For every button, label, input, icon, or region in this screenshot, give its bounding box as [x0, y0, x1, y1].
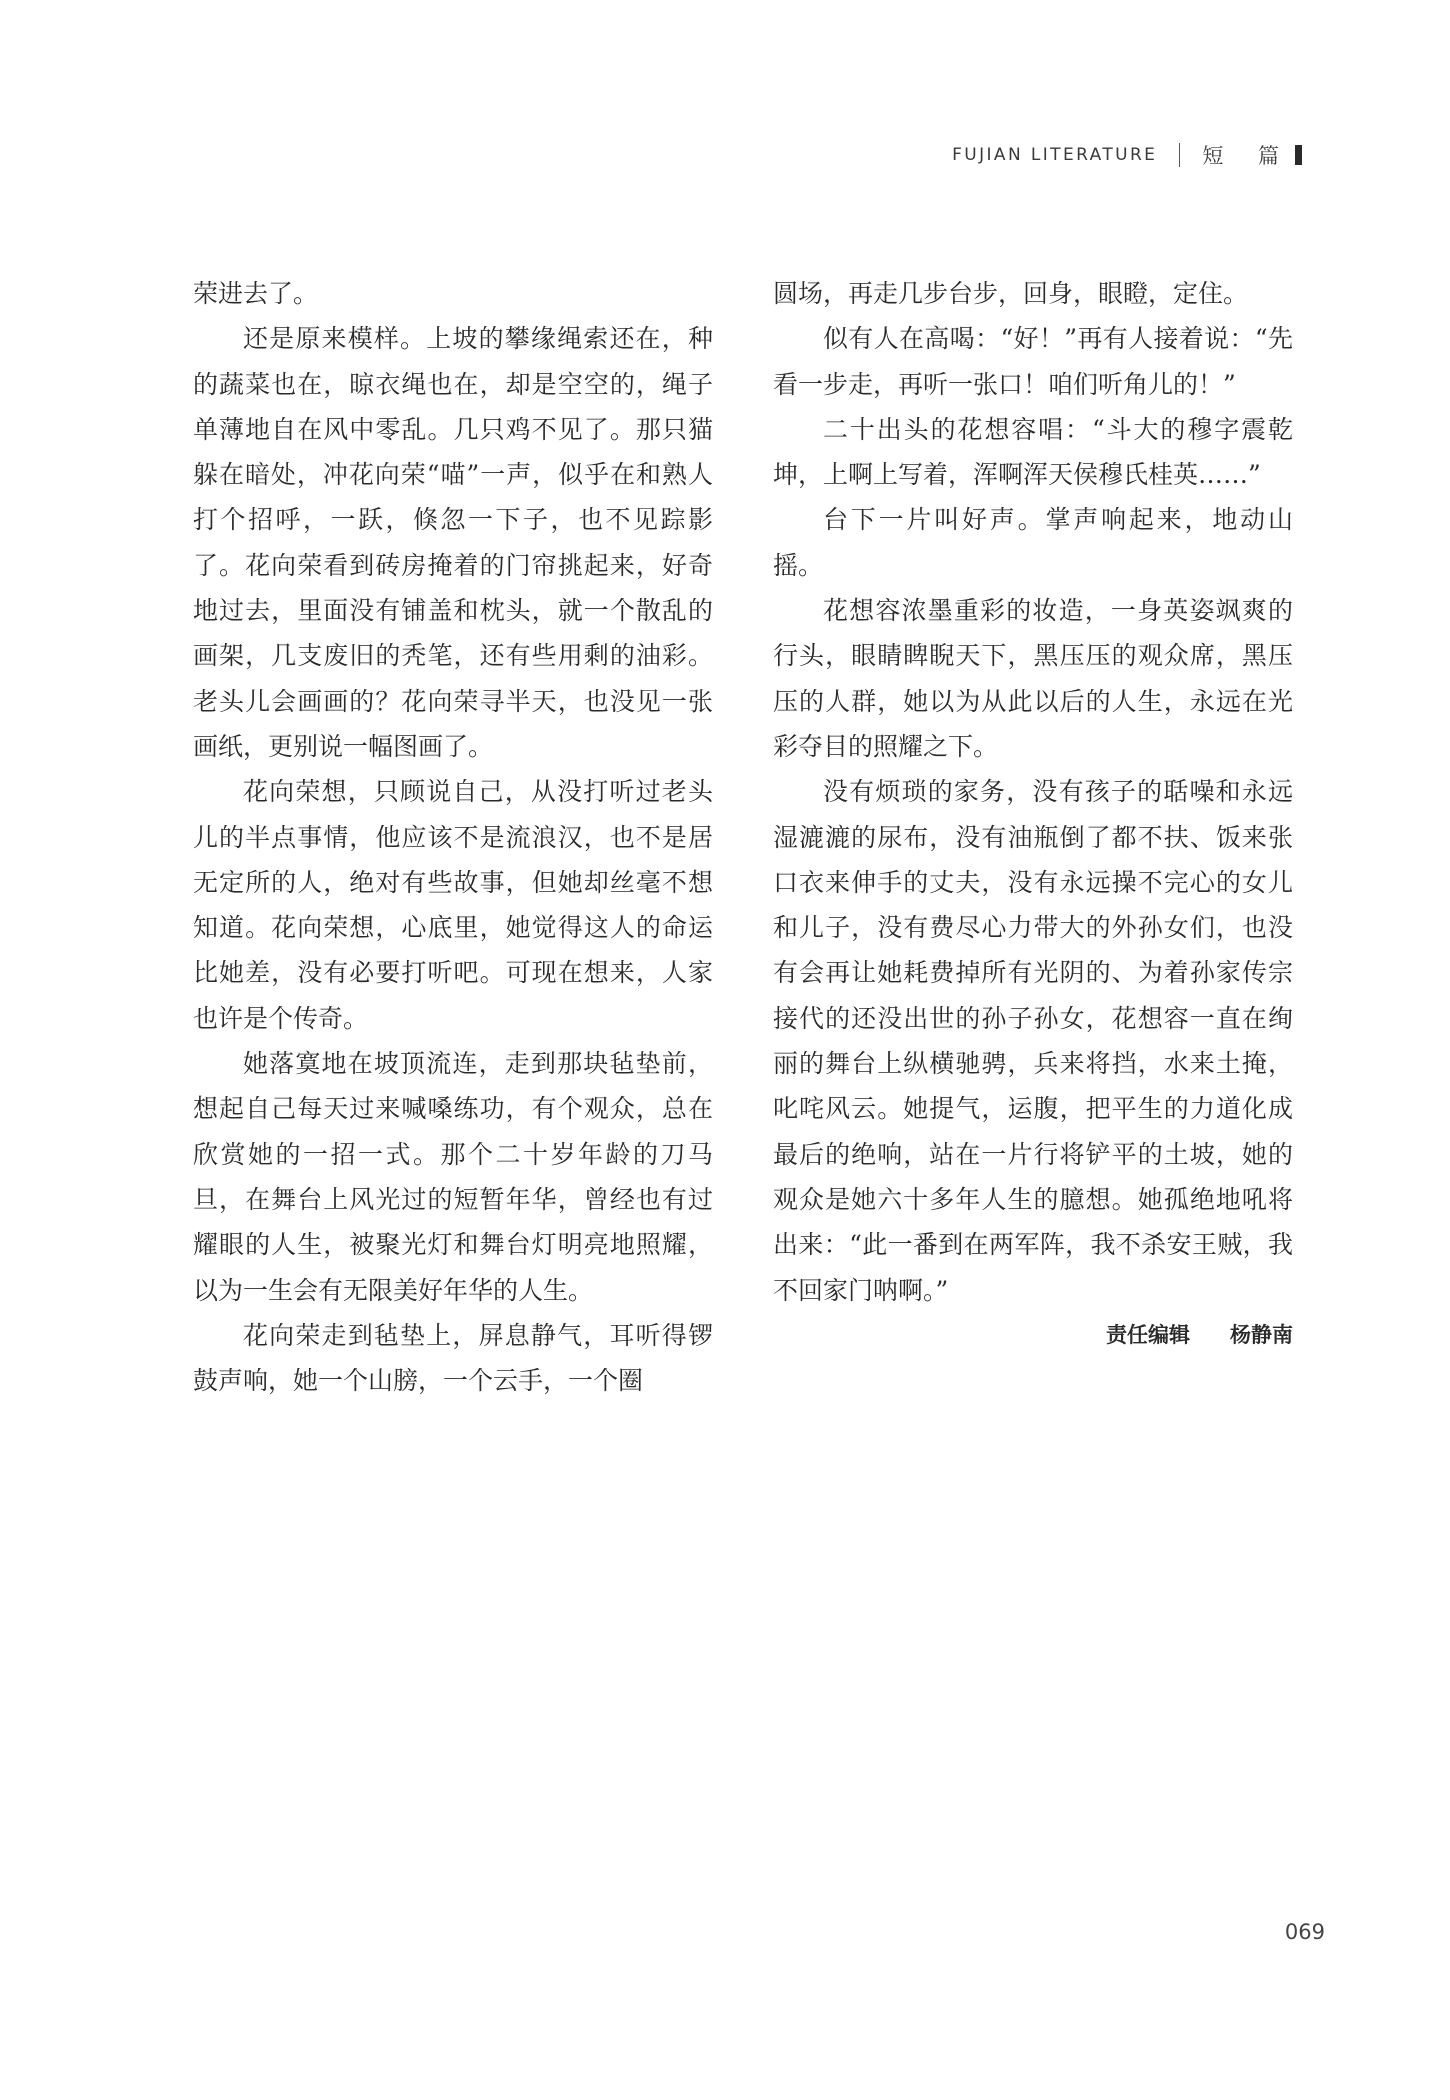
paragraph: 似有人在高喝：“好！”再有人接着说：“先看一步走，再听一张口！咱们听角儿的！” — [773, 324, 1293, 399]
section-marker-icon — [1295, 145, 1302, 165]
right-column — [773, 271, 1293, 1358]
editor-credit — [773, 1313, 1293, 1358]
paragraph: 台下一片叫好声。掌声响起来，地动山摇。 — [773, 505, 1293, 580]
journal-name: FUJIAN LITERATURE — [952, 145, 1158, 165]
editor-name: 杨静南 — [1230, 1322, 1293, 1347]
paragraph: 二十出头的花想容唱：“斗大的穆字震乾坤，上啊上写着，浑啊浑天侯穆氏桂英……” — [773, 414, 1293, 490]
paragraph: 她落寞地在坡顶流连，走到那块毡垫前，想起自己每天过来喊嗓练功，有个观众，总在欣赏她的一招一式。那个二十岁年龄的刀马旦，在舞台上风光过的短暂年华，曾经也有过耀眼的人生，被聚光灯和舞台灯明亮地照耀，以为一生会有无限美好年华的人生。 — [193, 1049, 713, 1305]
paragraph: 圆场，再走几步台步，回身，眼瞪，定住。 — [773, 279, 1249, 308]
paragraph: 还是原来模样。上坡的攀缘绳索还在，种的蔬菜也在，晾衣绳也在，却是空空的，绳子单薄地自在风中零乱。几只鸡不见了。那只猫躲在暗处，冲花向荣“喵”一声，似乎在和熟人打个招呼，一跃，倏忽一下子，也不见踪影了。花向荣看到砖房掩着的门帘挑起来，好奇地过去，里面没有铺盖和枕头，就一个散乱的画架，几支废旧的秃笔，还有些用剩的油彩。老头儿会画画的？花向荣寻半天，也没见一张画纸，更别说一幅图画了。 — [193, 324, 713, 761]
left-column — [193, 271, 713, 1403]
paragraph: 没有烦琐的家务，没有孩子的聒噪和永远湿漉漉的尿布，没有油瓶倒了都不扶、饭来张口衣来伸手的丈夫，没有永远操不完心的女儿和儿子，没有费尽心力带大的外孙女们，也没有会再让她耗费掉所有光阴的、为着孙家传宗接代的还没出世的孙子孙女，花想容一直在绚丽的舞台上纵横驰骋，兵来将挡，水来土掩，叱咤风云。她提气，运腹，把平生的力道化成最后的绝响，站在一片行将铲平的土坡，她的观众是她六十多年人生的臆想。她孤绝地吼将出来：“此一番到在两军阵，我不杀安王贼，我不回家门呐啊。” — [773, 777, 1293, 1305]
editor-label: 责任编辑 — [1106, 1322, 1190, 1347]
running-header — [952, 140, 1302, 170]
paragraph: 花向荣走到毡垫上，屏息静气，耳听得锣鼓声响，她一个山膀，一个云手，一个圈 — [193, 1320, 713, 1396]
paragraph: 花向荣想，只顾说自己，从没打听过老头儿的半点事情，他应该不是流浪汉，也不是居无定所的人，绝对有些故事，但她却丝毫不想知道。花向荣想，心底里，她觉得这人的命运比她差，没有必要打听吧。可现在想来，人家也许是个传奇。 — [193, 777, 713, 1033]
page-number: 069 — [1284, 1920, 1325, 1944]
paragraph: 花想容浓墨重彩的妆造，一身英姿飒爽的行头，眼睛睥睨天下，黑压压的观众席，黑压压的人群，她以为从此以后的人生，永远在光彩夺目的照耀之下。 — [773, 596, 1293, 761]
section-name: 短 篇 — [1202, 144, 1293, 168]
header-divider — [1179, 143, 1180, 167]
paragraph: 荣进去了。 — [193, 279, 319, 308]
